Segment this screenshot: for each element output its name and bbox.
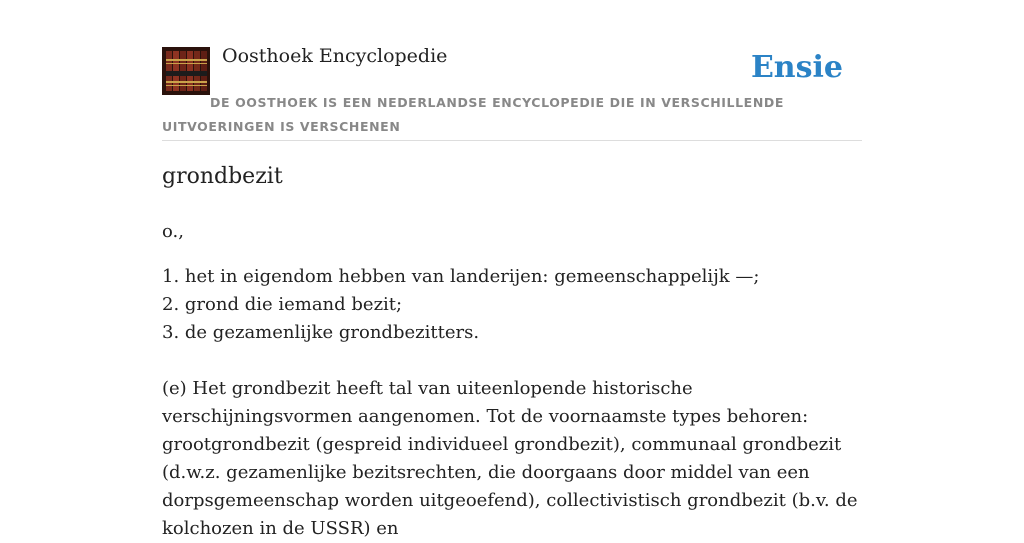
definition-item: 1. het in eigendom hebben van landerijen: gemeenschappelijk —;	[162, 266, 760, 287]
definition-item: 3. de gezamenlijke grondbezitters.	[162, 322, 480, 343]
book-spines-icon	[162, 47, 210, 95]
site-tagline: DE OOSTHOEK IS EEN NEDERLANDSE ENCYCLOPEDIE DIE IN VERSCHILLENDE UITVOERINGEN IS VERSCHENEN	[162, 95, 784, 134]
site-title[interactable]: Oosthoek Encyclopedie	[222, 45, 448, 67]
encyclopedia-avatar[interactable]	[162, 47, 210, 95]
grammar-label: o.,	[162, 221, 184, 242]
entry-body-text: (e) Het grondbezit heeft tal van uiteenlopende historische verschijningsvormen aangenomen. Tot de voornaamste types behoren: grootgrondbezit (gespreid individueel grondbezit), communaal grondbezit (d.w.z. gezamenlijke bezitsrechten, die doorgaans door middel van een dorpsgemeenschap worden uitgeoefend), collectivistisch grondbezit (b.v. de kolchozen in de USSR) en	[162, 378, 858, 539]
definition-list	[162, 263, 759, 347]
ensie-logo[interactable]: Ensie	[750, 50, 843, 85]
site-header	[162, 0, 862, 141]
definition-item: 2. grond die iemand bezit;	[162, 294, 403, 315]
main-container	[162, 0, 862, 539]
entry-title: grondbezit	[162, 164, 283, 189]
